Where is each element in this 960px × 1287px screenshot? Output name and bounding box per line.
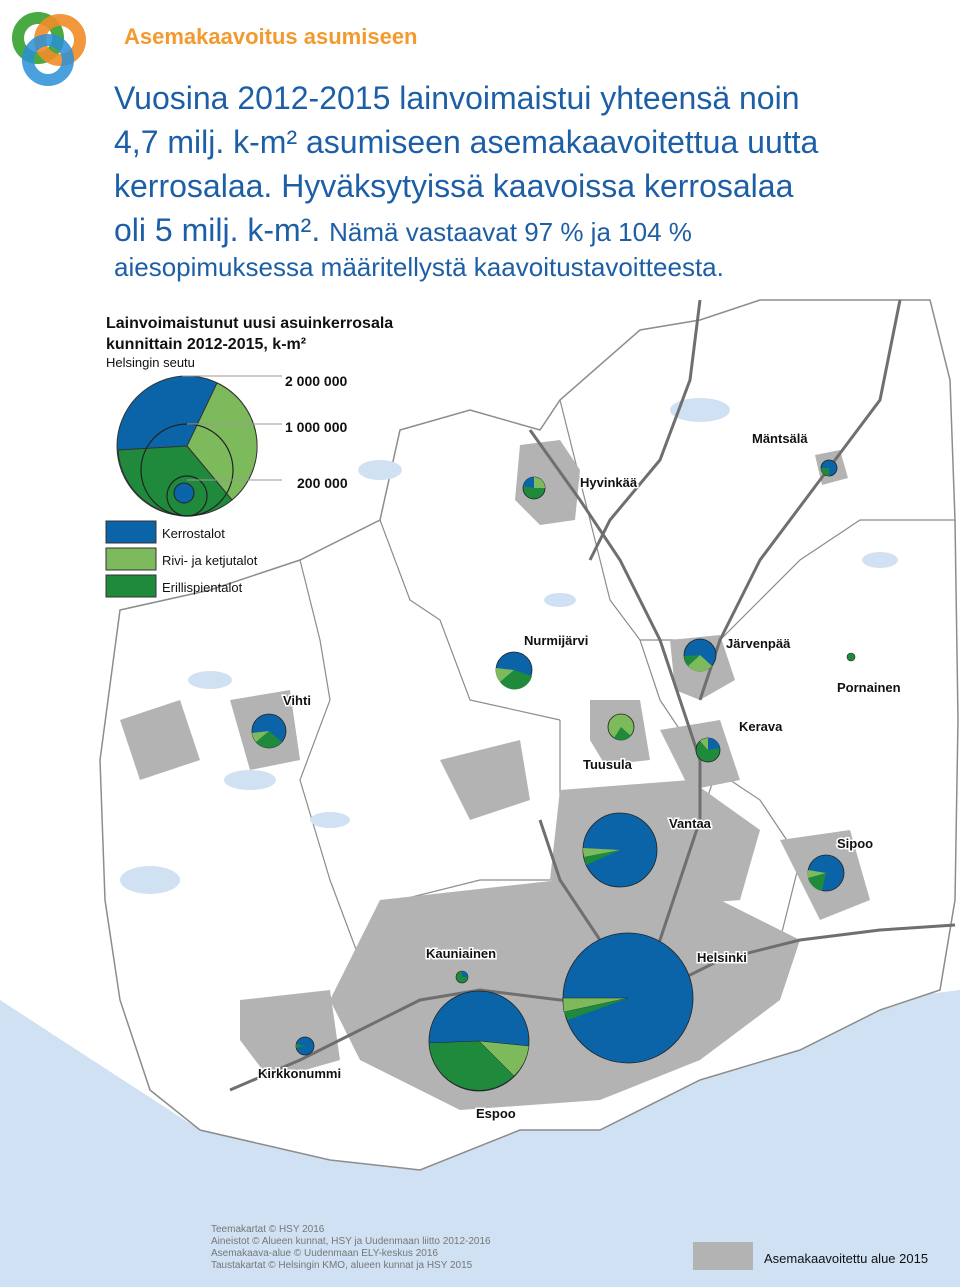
label-kirkkonummi: Kirkkonummi: [258, 1066, 342, 1081]
pie-vantaa: [583, 813, 657, 887]
pie-mantsala: [821, 460, 837, 476]
pie-kirkkonummi: [296, 1037, 314, 1055]
label-nurmijarvi: Nurmijärvi: [524, 633, 589, 648]
legend-size-label-large: 2 000 000: [285, 373, 348, 389]
legend-swatch-erillispientalot: [106, 575, 156, 597]
pie-kerava: [696, 738, 720, 762]
label-tuusula: Tuusula: [583, 757, 632, 772]
legend-subtitle: Helsingin seutu: [106, 355, 195, 370]
pie-kauniainen: [456, 971, 468, 983]
headline-line-1: Vuosina 2012-2015 lainvoimaistui yhteensä noin: [114, 80, 800, 116]
credit-line-3: Asemakaava-alue © Uudenmaan ELY-keskus 2016: [211, 1248, 438, 1259]
label-helsinki: Helsinki: [697, 950, 747, 965]
pie-helsinki: [563, 933, 693, 1063]
region-map: [0, 290, 960, 1287]
label-jarvenpaa: Järvenpää: [726, 636, 791, 651]
pie-vihti: [252, 714, 286, 748]
label-sipoo: Sipoo: [837, 836, 874, 851]
legend-size-label-small: 200 000: [297, 475, 348, 491]
headline-line-2: 4,7 milj. k-m² asumiseen asemakaavoitettua uutta: [114, 124, 819, 160]
label-kauniainen: Kauniainen: [426, 946, 497, 961]
legend-title-line-1: Lainvoimaistunut uusi asuinkerrosala: [106, 315, 394, 332]
headline: [114, 76, 944, 284]
legend-label-rivitalot: Rivi- ja ketjutalot: [162, 553, 258, 568]
label-vantaa: Vantaa: [669, 816, 711, 831]
pie-jarvenpaa: [684, 639, 716, 671]
pie-hyvinkaa: [523, 477, 545, 499]
footer-legend-label: Asemakaavoitettu alue 2015: [764, 1251, 929, 1266]
hsy-logo-icon: [6, 6, 92, 92]
legend-swatch-rivitalot: [106, 548, 156, 570]
footer-legend-swatch: [693, 1242, 753, 1270]
legend-size-circles: [117, 376, 282, 516]
headline-line-4: [114, 208, 944, 254]
headline-line-4-big: oli 5 milj. k-m².: [114, 212, 330, 248]
headline-line-3: kerrosalaa. Hyväksytyissä kaavoissa kerrosalaa: [114, 168, 794, 204]
pie-espoo: [429, 991, 529, 1091]
label-espoo: Espoo: [476, 1106, 516, 1121]
credit-line-2: Aineistot © Alueen kunnat, HSY ja Uudenmaan liitto 2012-2016: [211, 1236, 491, 1247]
legend-label-erillispientalot: Erillispientalot: [162, 580, 243, 595]
label-hyvinkaa: Hyvinkää: [580, 475, 638, 490]
section-title: Asemakaavoitus asumiseen: [124, 24, 418, 49]
label-mantsala: Mäntsälä: [752, 431, 808, 446]
pie-sipoo: [808, 855, 844, 891]
label-pornainen: Pornainen: [837, 680, 901, 695]
legend-label-kerrostalot: Kerrostalot: [162, 526, 225, 541]
label-vihti: Vihti: [283, 693, 311, 708]
pie-tuusula: [608, 714, 634, 740]
legend-title-line-2: kunnittain 2012-2015, k-m²: [106, 336, 307, 353]
pie-pornainen: [847, 653, 855, 661]
label-kerava: Kerava: [739, 719, 783, 734]
headline-line-5: aiesopimuksessa määritellystä kaavoitustavoitteesta.: [114, 252, 724, 282]
credit-line-1: Teemakartat © HSY 2016: [211, 1224, 325, 1235]
legend-swatch-kerrostalot: [106, 521, 156, 543]
legend-size-label-medium: 1 000 000: [285, 419, 348, 435]
credit-line-4: Taustakartat © Helsingin KMO, alueen kunnat ja HSY 2015: [211, 1260, 473, 1271]
headline-line-4-small: Nämä vastaavat 97 % ja 104 %: [329, 217, 692, 247]
